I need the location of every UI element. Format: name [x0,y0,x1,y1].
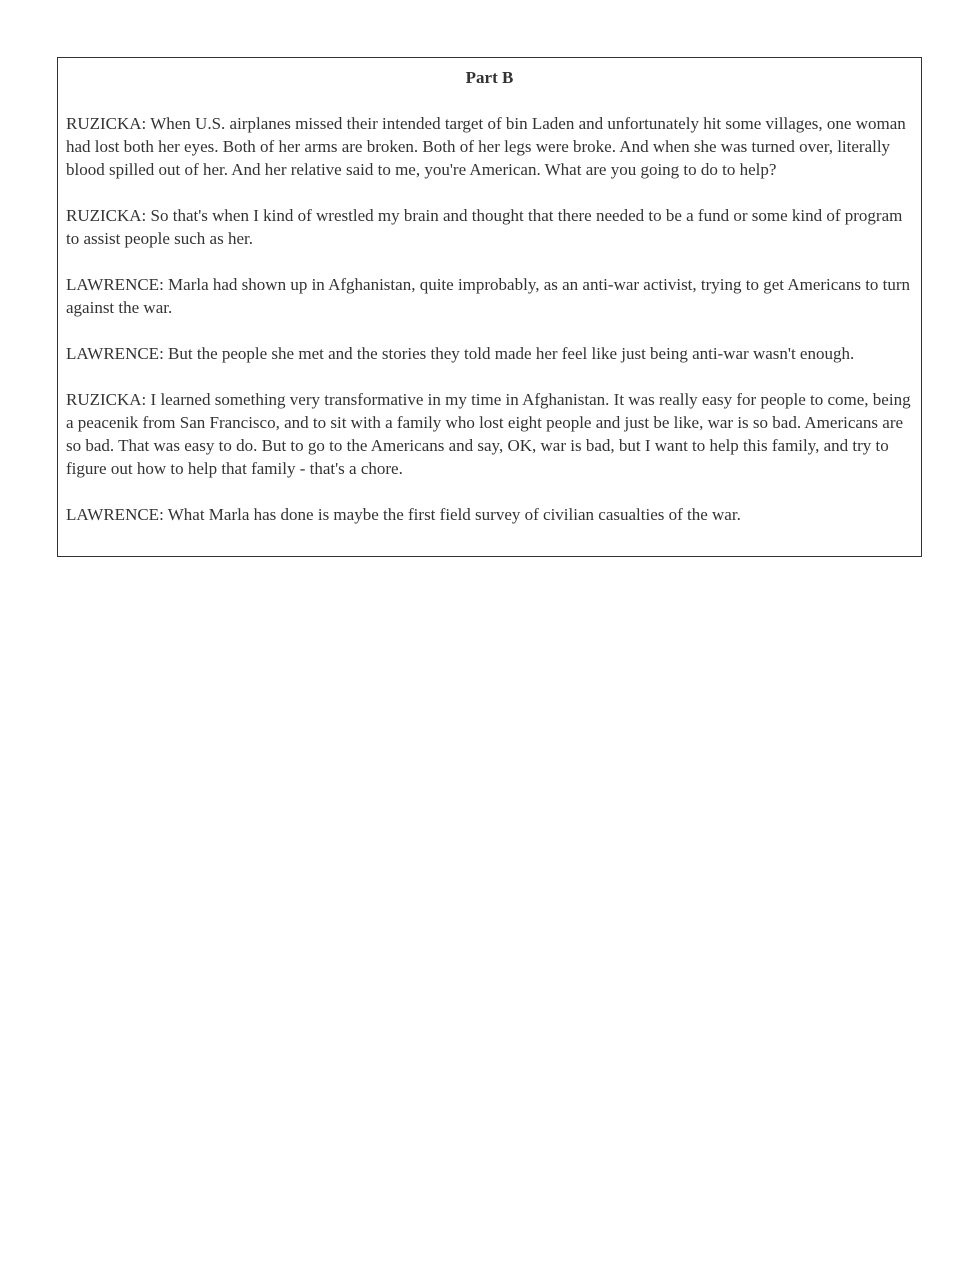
transcript-paragraph-3: LAWRENCE: Marla had shown up in Afghanistan, quite improbably, as an anti-war activist, trying to get Americans to turn against the war. [66,275,911,317]
transcript-paragraph-4: LAWRENCE: But the people she met and the stories they told made her feel like just being anti-war wasn't enough. [66,344,855,363]
transcript-paragraph-1: RUZICKA: When U.S. airplanes missed their intended target of bin Laden and unfortunately hit some villages, one woman had lost both her eyes. Both of her arms are broken. Both of her legs were broke. And when she was turned over, literally blood spilled out of her. And her relative said to me, you're American. What are you going to do to help? [66,114,906,179]
transcript-paragraph-6: LAWRENCE: What Marla has done is maybe the first field survey of civilian casualties of the war. [66,505,741,524]
transcript-box [57,57,922,557]
part-title: Part B [465,68,514,87]
transcript-paragraph-2: RUZICKA: So that's when I kind of wrestled my brain and thought that there needed to be a fund or some kind of program to assist people such as her. [66,206,903,248]
transcript-paragraph-5: RUZICKA: I learned something very transformative in my time in Afghanistan. It was really easy for people to come, being a peacenik from San Francisco, and to sit with a family who lost eight people and just be like, war is so bad. Americans are so bad. That was easy to do. But to go to the Americans and say, OK, war is bad, but I want to help this family, and try to figure out how to help that family - that's a chore. [66,390,911,478]
